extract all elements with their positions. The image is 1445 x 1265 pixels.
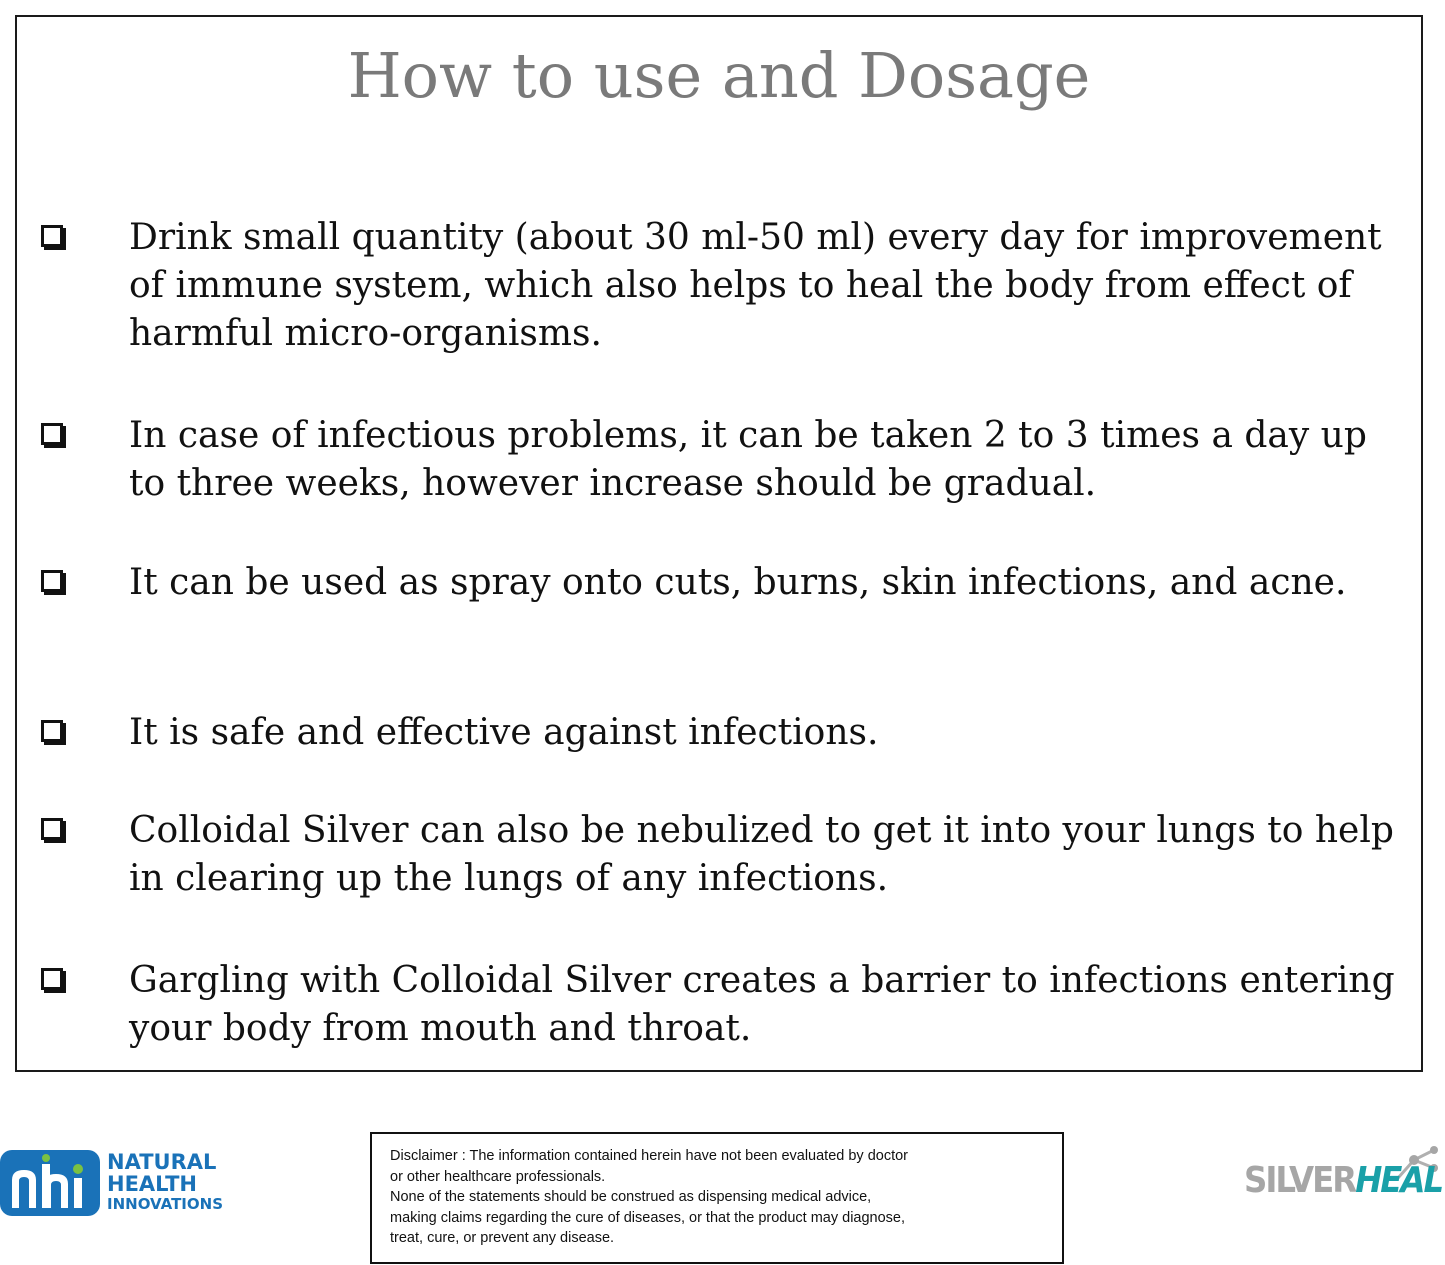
disclaimer-line: treat, cure, or prevent any disease. (390, 1230, 615, 1246)
list-item-text: It is safe and effective against infections. (129, 712, 879, 753)
checkbox-bullet-icon (41, 423, 63, 445)
checkbox-bullet-icon (41, 570, 63, 592)
logo-heal-text: HEAL (1355, 1160, 1443, 1201)
dosage-panel (15, 15, 1423, 1072)
nhi-logo-icon (0, 1150, 100, 1216)
checkbox-bullet-icon (41, 720, 63, 742)
silverheal-logo (1240, 1140, 1445, 1210)
list-item-text: Colloidal Silver can also be nebulized to get it into your lungs to help in clearing up the lungs of any infections. (129, 810, 1394, 899)
checkbox-bullet-icon (41, 225, 63, 247)
page-title: How to use and Dosage (347, 39, 1091, 112)
list-item-text: Gargling with Colloidal Silver creates a barrier to infections entering your body from mouth and throat. (129, 960, 1395, 1049)
checkbox-bullet-icon (41, 818, 63, 840)
list-item-text: It can be used as spray onto cuts, burns, skin infections, and acne. (129, 562, 1347, 603)
disclaimer-line: None of the statements should be construed as dispensing medical advice, (390, 1189, 872, 1205)
logo-line-natural: NATURAL (107, 1150, 217, 1174)
disclaimer-box (370, 1132, 1064, 1264)
disclaimer-line: Disclaimer : The information contained herein have not been evaluated by doctor (390, 1148, 909, 1164)
logo-line-health: HEALTH (107, 1172, 197, 1196)
logo-silver-text: SILVER (1244, 1160, 1356, 1201)
disclaimer-line: making claims regarding the cure of diseases, or that the product may diagnose, (390, 1209, 906, 1226)
list-item-text: In case of infectious problems, it can be taken 2 to 3 times a day up to three weeks, however increase should be gradual. (129, 415, 1367, 504)
disclaimer-line: or other healthcare professionals. (390, 1168, 606, 1185)
natural-health-innovations-logo (0, 1150, 223, 1218)
checkbox-bullet-icon (41, 968, 63, 990)
list-item-text: Drink small quantity (about 30 ml-50 ml) every day for improvement of immune system, which also helps to heal the body from effect of harmful micro-organisms. (129, 217, 1382, 354)
logo-line-innovations: INNOVATIONS (107, 1195, 223, 1213)
